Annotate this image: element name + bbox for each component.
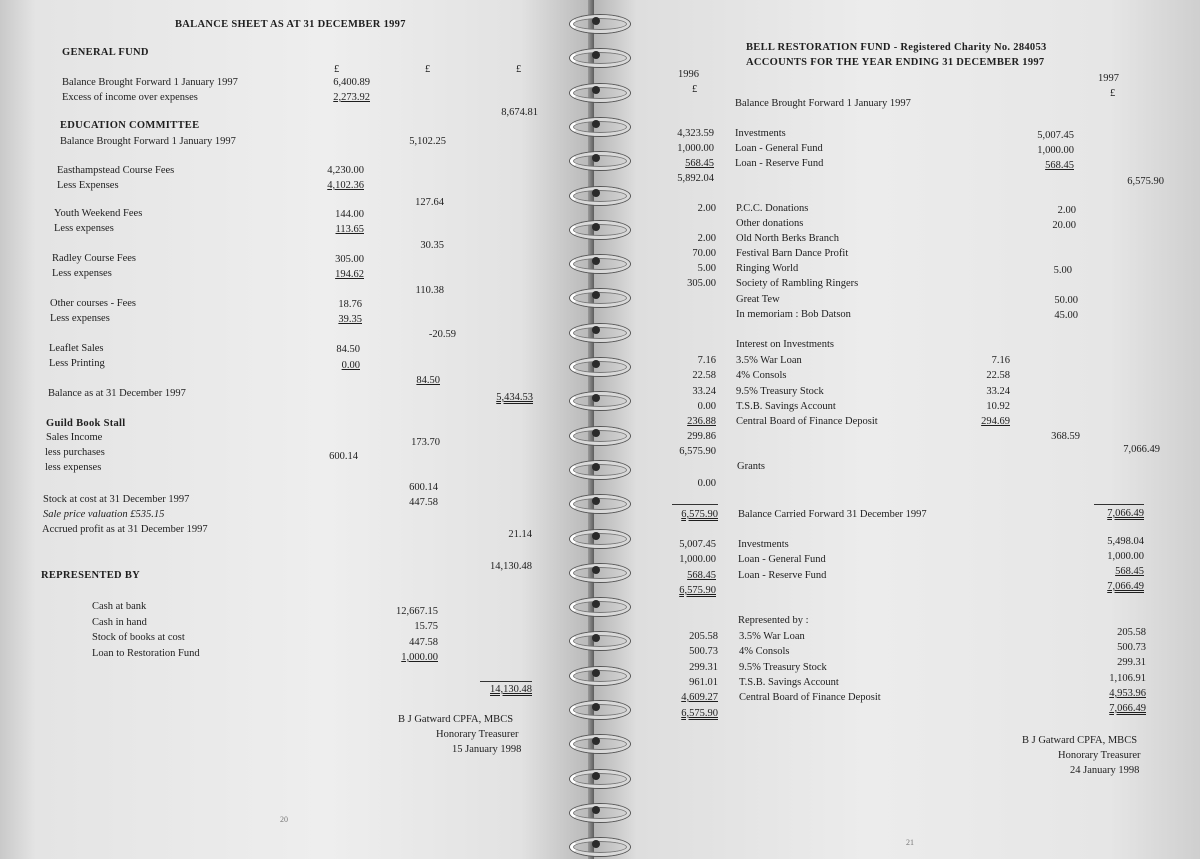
row-label: Leaflet Sales — [49, 343, 104, 354]
currency-header: £ — [425, 64, 431, 75]
signature-name: B J Gatward CPFA, MBCS — [1022, 735, 1138, 746]
row-label: Balance Carried Forward 31 December 1997 — [738, 509, 927, 520]
prev-value: 0.00 — [697, 478, 716, 489]
row-label: 9.5% Treasury Stock — [739, 662, 827, 673]
signature-name: B J Gatward CPFA, MBCS — [398, 714, 514, 725]
punch-hole — [592, 669, 600, 677]
row-label: In memoriam : Bob Datson — [736, 309, 851, 320]
row-label: Balance Brought Forward 1 January 1997 — [735, 98, 911, 109]
section-total: 8,674.81 — [501, 107, 538, 118]
row-label: Old North Berks Branch — [736, 233, 839, 244]
binding-coil — [566, 666, 628, 682]
coil-ring — [570, 255, 630, 273]
coil-ring — [570, 667, 630, 685]
curr-value: 33.24 — [986, 386, 1010, 397]
row-net: 30.35 — [420, 240, 444, 251]
prev-value: 70.00 — [692, 248, 716, 259]
row-label: Less expenses — [50, 313, 110, 324]
prev-total: 6,575.90 — [679, 585, 716, 596]
row-value: 1,000.00 — [401, 652, 438, 663]
row-label: Balance as at 31 December 1997 — [48, 388, 186, 399]
curr-value: 568.45 — [1115, 566, 1144, 577]
row-value: 39.35 — [338, 314, 362, 325]
row-label: Easthampstead Course Fees — [57, 165, 175, 176]
punch-hole — [592, 86, 600, 94]
row-label: Central Board of Finance Deposit — [736, 416, 878, 427]
currency-header: £ — [692, 84, 698, 95]
curr-total: 7,066.49 — [1109, 703, 1146, 714]
prev-value: 0.00 — [697, 401, 716, 412]
row-label: Less expenses — [54, 223, 114, 234]
row-label: Radley Course Fees — [52, 253, 136, 264]
punch-hole — [592, 17, 600, 25]
coil-ring — [570, 324, 630, 342]
prev-value: 22.58 — [692, 370, 716, 381]
row-value: 194.62 — [335, 269, 364, 280]
left-page — [0, 0, 592, 859]
curr-total: 7,066.49 — [1123, 444, 1160, 455]
prev-value: 7.16 — [697, 355, 716, 366]
row-label: 4% Consols — [736, 370, 787, 381]
row-label: Less Printing — [49, 358, 105, 369]
binding-coil — [566, 186, 628, 202]
row-value: 84.50 — [336, 344, 360, 355]
row-net: 127.64 — [415, 197, 444, 208]
row-label: less expenses — [45, 462, 102, 473]
row-label: Other donations — [736, 218, 804, 229]
curr-value: 45.00 — [1054, 310, 1078, 321]
row-label: Sales Income — [46, 432, 103, 443]
row-label: P.C.C. Donations — [736, 203, 809, 214]
prev-value: 236.88 — [687, 416, 716, 427]
row-label: 9.5% Treasury Stock — [736, 386, 824, 397]
curr-value: 5,007.45 — [1037, 130, 1074, 141]
section-heading: Guild Book Stall — [46, 418, 126, 429]
prev-subtotal: 299.86 — [687, 431, 716, 442]
binding-coil — [566, 323, 628, 339]
prev-value: 4,323.59 — [677, 128, 714, 139]
punch-hole — [592, 463, 600, 471]
prev-value: 33.24 — [692, 386, 716, 397]
row-label: less purchases — [45, 447, 105, 458]
curr-value: 7.16 — [991, 355, 1010, 366]
row-label: Balance Brought Forward 1 January 1997 — [60, 136, 236, 147]
row-label: 4% Consols — [739, 646, 790, 657]
row-value: 15.75 — [414, 621, 438, 632]
row-net: -20.59 — [428, 329, 456, 340]
prev-value: 5,007.45 — [679, 539, 716, 550]
row-label: T.S.B. Savings Account — [736, 401, 836, 412]
row-value: 447.58 — [409, 497, 438, 508]
row-net: 110.38 — [415, 285, 444, 296]
row-label: Stock of books at cost — [92, 632, 185, 643]
row-label: Balance Brought Forward 1 January 1997 — [62, 77, 238, 88]
row-label: Loan - Reserve Fund — [738, 570, 827, 581]
curr-value: 1,000.00 — [1107, 551, 1144, 562]
binding-coil — [566, 220, 628, 236]
binding-coil — [566, 700, 628, 716]
coil-ring — [570, 461, 630, 479]
coil-ring — [570, 84, 630, 102]
curr-value: 1,106.91 — [1109, 673, 1146, 684]
prev-value: 305.00 — [687, 278, 716, 289]
sum-rule — [672, 504, 718, 505]
row-label: Society of Rambling Ringers — [736, 278, 859, 289]
binding-coil — [566, 391, 628, 407]
curr-total: 7,066.49 — [1107, 581, 1144, 592]
signature-role: Honorary Treasurer — [1058, 750, 1141, 761]
coil-ring — [570, 804, 630, 822]
prev-value: 1,000.00 — [677, 143, 714, 154]
binding-coil — [566, 426, 628, 442]
section-heading: GENERAL FUND — [62, 47, 149, 58]
row-label: Less Expenses — [57, 180, 119, 191]
punch-hole — [592, 223, 600, 231]
row-net: 84.50 — [416, 375, 440, 386]
binding-coil — [566, 769, 628, 785]
curr-total: 6,575.90 — [1127, 176, 1164, 187]
signature-role: Honorary Treasurer — [436, 729, 519, 740]
row-label: Loan - General Fund — [738, 554, 826, 565]
binding-coil — [566, 460, 628, 476]
row-value: 21.14 — [508, 529, 532, 540]
coil-ring — [570, 15, 630, 33]
row-value: 18.76 — [338, 299, 362, 310]
row-label: 3.5% War Loan — [739, 631, 805, 642]
currency-header: £ — [334, 64, 340, 75]
curr-value: 5,498.04 — [1107, 536, 1144, 547]
row-label: Sale price valuation £535.15 — [43, 509, 165, 520]
binding-coil — [566, 734, 628, 750]
page-title: BELL RESTORATION FUND - Registered Charity No. 284053 — [746, 42, 1047, 53]
curr-value: 2.00 — [1057, 205, 1076, 216]
interest-total: 368.59 — [1051, 431, 1080, 442]
punch-hole — [592, 532, 600, 540]
binding-coil — [566, 117, 628, 133]
row-value: 4,102.36 — [327, 180, 364, 191]
punch-hole — [592, 326, 600, 334]
binding-coil — [566, 288, 628, 304]
binding-coil — [566, 151, 628, 167]
row-value: 4,230.00 — [327, 165, 364, 176]
row-value: 12,667.15 — [396, 606, 438, 617]
coil-ring — [570, 598, 630, 616]
punch-hole — [592, 806, 600, 814]
prev-value: 6,575.90 — [681, 509, 718, 520]
curr-value: 20.00 — [1052, 220, 1076, 231]
punch-hole — [592, 120, 600, 128]
binding-coil — [566, 837, 628, 853]
row-label: Festival Barn Dance Profit — [736, 248, 849, 259]
curr-value: 294.69 — [981, 416, 1010, 427]
prev-value: 299.31 — [689, 662, 718, 673]
page-number: 21 — [906, 838, 914, 847]
prev-value: 1,000.00 — [679, 554, 716, 565]
prev-value: 2.00 — [697, 203, 716, 214]
row-value: 5,102.25 — [409, 136, 446, 147]
row-label: Grants — [737, 461, 765, 472]
prev-value: 961.01 — [689, 677, 718, 688]
row-value: 113.65 — [335, 224, 364, 235]
coil-ring — [570, 187, 630, 205]
row-label: Represented by : — [738, 615, 809, 626]
row-label: Interest on Investments — [736, 339, 834, 350]
row-label: Excess of income over expenses — [62, 92, 198, 103]
coil-ring — [570, 427, 630, 445]
binding-coil — [566, 254, 628, 270]
row-value: 600.14 — [409, 482, 438, 493]
row-label: Investments — [735, 128, 786, 139]
row-label: 3.5% War Loan — [736, 355, 802, 366]
prev-value: 568.45 — [685, 158, 714, 169]
punch-hole — [592, 566, 600, 574]
currency-header: £ — [516, 64, 522, 75]
row-value: 173.70 — [411, 437, 440, 448]
section-heading: EDUCATION COMMITTEE — [60, 120, 200, 131]
coil-ring — [570, 701, 630, 719]
coil-ring — [570, 221, 630, 239]
binding-coil — [566, 563, 628, 579]
curr-value: 50.00 — [1054, 295, 1078, 306]
grand-total: 14,130.48 — [490, 561, 532, 572]
binding-coil — [566, 803, 628, 819]
prev-value: 205.58 — [689, 631, 718, 642]
prev-value: 5.00 — [697, 263, 716, 274]
column-year: 1996 — [678, 69, 699, 80]
coil-ring — [570, 564, 630, 582]
grand-total: 14,130.48 — [490, 684, 532, 695]
currency-header: £ — [1110, 88, 1116, 99]
binding-coil — [566, 597, 628, 613]
row-label: Central Board of Finance Deposit — [739, 692, 881, 703]
curr-value: 568.45 — [1045, 160, 1074, 171]
row-value: 305.00 — [335, 254, 364, 265]
row-value: 6,400.89 — [333, 77, 370, 88]
page-number: 20 — [280, 815, 288, 824]
coil-ring — [570, 358, 630, 376]
row-label: Loan - General Fund — [735, 143, 823, 154]
prev-value: 500.73 — [689, 646, 718, 657]
row-label: Youth Weekend Fees — [54, 208, 143, 219]
row-value: 600.14 — [329, 451, 358, 462]
coil-ring — [570, 118, 630, 136]
curr-value: 1,000.00 — [1037, 145, 1074, 156]
prev-total: 6,575.90 — [679, 446, 716, 457]
row-label: Ringing World — [736, 263, 799, 274]
row-label: Stock at cost at 31 December 1997 — [43, 494, 190, 505]
coil-ring — [570, 770, 630, 788]
row-value: 0.00 — [341, 360, 360, 371]
curr-value: 4,953.96 — [1109, 688, 1146, 699]
prev-total: 6,575.90 — [681, 708, 718, 719]
prev-total: 5,892.04 — [677, 173, 714, 184]
binding-coil — [566, 529, 628, 545]
section-total: 5,434.53 — [496, 392, 533, 403]
column-year: 1997 — [1098, 73, 1119, 84]
signature-date: 15 January 1998 — [452, 744, 522, 755]
punch-hole — [592, 360, 600, 368]
row-label: Loan to Restoration Fund — [92, 648, 200, 659]
punch-hole — [592, 429, 600, 437]
row-label: Great Tew — [736, 294, 780, 305]
binding-coil — [566, 357, 628, 373]
row-label: Less expenses — [52, 268, 112, 279]
curr-value: 10.92 — [986, 401, 1010, 412]
page-title: BALANCE SHEET AS AT 31 DECEMBER 1997 — [175, 19, 406, 30]
curr-value: 205.58 — [1117, 627, 1146, 638]
row-label: Cash at bank — [92, 601, 147, 612]
signature-date: 24 January 1998 — [1070, 765, 1140, 776]
prev-value: 568.45 — [687, 570, 716, 581]
punch-hole — [592, 189, 600, 197]
row-value: 447.58 — [409, 637, 438, 648]
section-heading: REPRESENTED BY — [41, 570, 141, 581]
right-page — [594, 0, 1200, 859]
sum-rule — [480, 681, 532, 682]
punch-hole — [592, 772, 600, 780]
sum-rule — [1094, 504, 1144, 505]
curr-value: 5.00 — [1053, 265, 1072, 276]
row-label: Accrued profit as at 31 December 1997 — [42, 524, 208, 535]
page-subtitle: ACCOUNTS FOR THE YEAR ENDING 31 DECEMBER 1997 — [746, 57, 1045, 68]
prev-value: 2.00 — [697, 233, 716, 244]
row-label: T.S.B. Savings Account — [739, 677, 839, 688]
curr-value: 7,066.49 — [1107, 508, 1144, 519]
prev-value: 4,609.27 — [681, 692, 718, 703]
row-label: Cash in hand — [92, 617, 147, 628]
binding-coil — [566, 83, 628, 99]
punch-hole — [592, 703, 600, 711]
row-label: Loan - Reserve Fund — [735, 158, 824, 169]
row-label: Other courses - Fees — [50, 298, 137, 309]
curr-value: 299.31 — [1117, 657, 1146, 668]
binding-coil — [566, 631, 628, 647]
row-label: Investments — [738, 539, 789, 550]
row-value: 2,273.92 — [333, 92, 370, 103]
binding-coil — [566, 494, 628, 510]
curr-value: 500.73 — [1117, 642, 1146, 653]
row-value: 144.00 — [335, 209, 364, 220]
binding-coil — [566, 14, 628, 30]
coil-ring — [570, 530, 630, 548]
binding-coil — [566, 48, 628, 64]
curr-value: 22.58 — [986, 370, 1010, 381]
